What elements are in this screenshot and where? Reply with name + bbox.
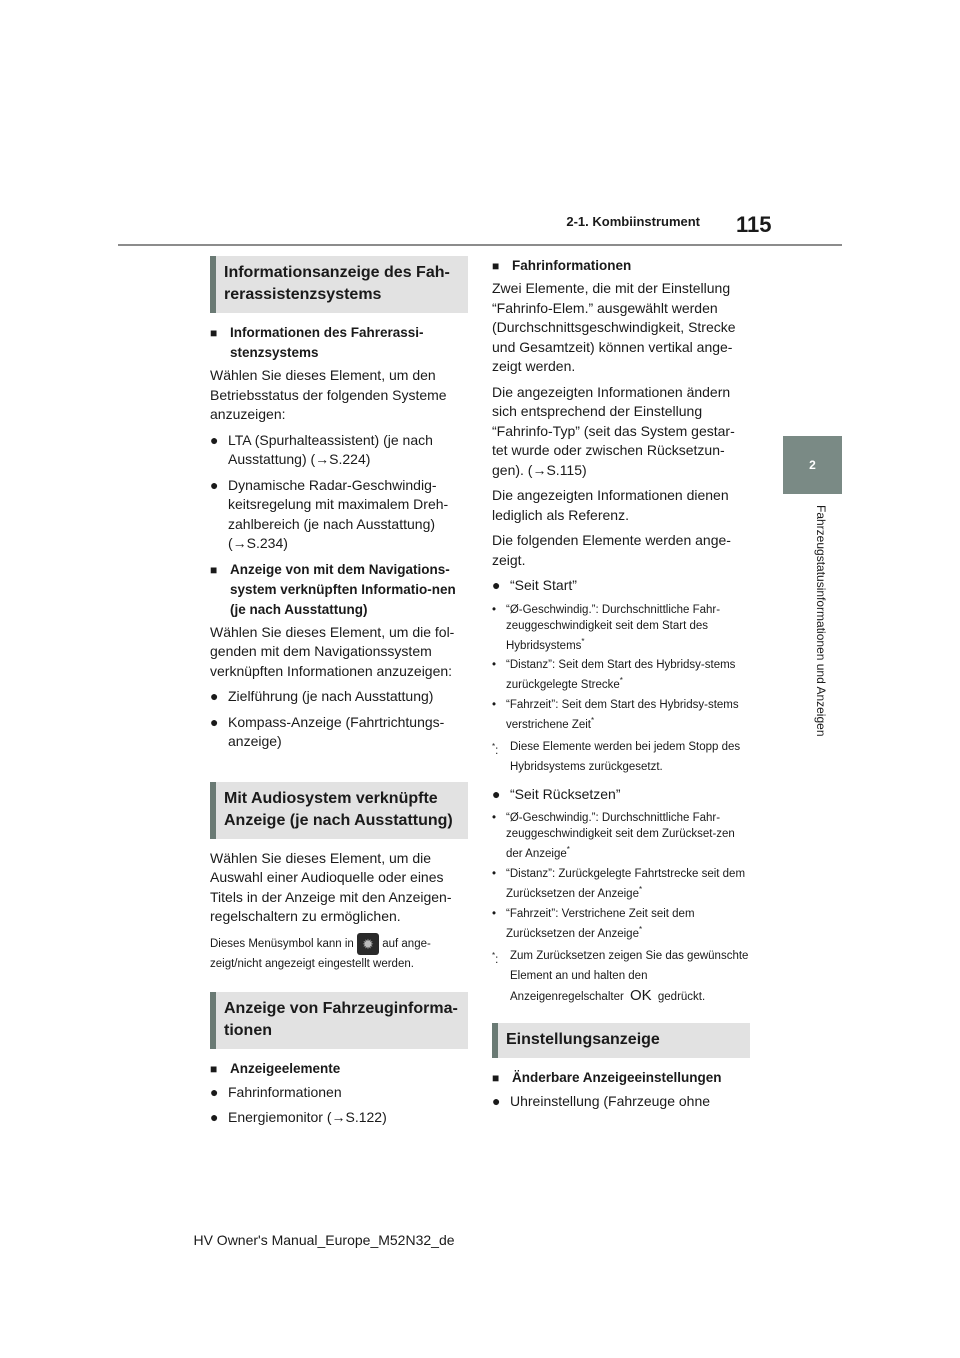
small-bullet-icon: • bbox=[492, 908, 497, 921]
bullet-icon: ● bbox=[210, 1109, 219, 1125]
subheading: ■ Anzeigeelemente bbox=[210, 1059, 468, 1079]
sub-list-item: • “Ø-Geschwindig.”: Durchschnittliche Fahr-zeuggeschwindigkeit seit dem Zurückset-zen der Anzeige* bbox=[492, 812, 735, 861]
ok-button-symbol: OK bbox=[630, 986, 652, 1004]
list-item: ● Energiemonitor (→S.122) bbox=[210, 1108, 468, 1128]
list-item: ● Uhreinstellung (Fahrzeuge ohne bbox=[492, 1092, 750, 1112]
paragraph: Die angezeigten Informationen dienen lediglich als Referenz. bbox=[492, 487, 729, 523]
list-item: ● LTA (Spurhalteassistent) (je nach Ausstattung) (→S.224) bbox=[210, 431, 468, 470]
chapter-tab: 2 bbox=[783, 436, 842, 494]
paragraph: Die folgenden Elemente werden ange-zeigt. bbox=[492, 532, 731, 568]
paragraph: Wählen Sie dieses Element, um den Betriebsstatus der folgenden Systeme anzuzeigen: bbox=[210, 367, 447, 422]
section-box-audiosystem: Mit Audiosystem verknüpfte Anzeige (je nach Ausstattung) bbox=[210, 782, 468, 839]
list-item: ● Dynamische Radar-Geschwindig-keitsregelung mit maximalem Dreh-zahlbereich (je nach Ausstattung) (→S.234) bbox=[210, 476, 468, 554]
small-bullet-icon: • bbox=[492, 699, 497, 712]
chapter-title: Fahrzeugstatusinformationen und Anzeigen bbox=[814, 505, 828, 737]
square-bullet-icon: ■ bbox=[210, 1061, 218, 1076]
subheading: ■ Fahrinformationen bbox=[492, 256, 750, 276]
footnote-marker: *: bbox=[492, 950, 499, 966]
bullet-icon: ● bbox=[210, 476, 219, 493]
left-column bbox=[210, 256, 468, 1134]
bullet-icon: ● bbox=[492, 577, 501, 593]
square-bullet-icon: ■ bbox=[210, 326, 218, 340]
list-item: ● Zielführung (je nach Ausstattung) bbox=[210, 687, 468, 707]
bullet-icon: ● bbox=[210, 431, 219, 448]
list-item: ● Kompass-Anzeige (Fahrtrichtungs-anzeige) bbox=[210, 713, 468, 752]
square-bullet-icon: ■ bbox=[492, 259, 500, 273]
sub-list-item: • “Distanz”: Seit dem Start des Hybridsy-stems zurückgelegte Strecke* bbox=[492, 659, 736, 692]
right-column bbox=[492, 256, 750, 1117]
sub-list-item: • “Ø-Geschwindig.”: Durchschnittliche Fahr-zeuggeschwindigkeit seit dem Start des Hybridsystems* bbox=[492, 603, 721, 652]
header-section-title: 2-1. Kombiinstrument bbox=[566, 214, 700, 229]
section-box-einstellungsanzeige: Einstellungsanzeige bbox=[492, 1023, 750, 1058]
small-bullet-icon: • bbox=[492, 868, 497, 881]
gear-icon: ✹ bbox=[357, 933, 379, 955]
small-bullet-icon: • bbox=[492, 812, 497, 825]
footer-manual-id: HV Owner's Manual_Europe_M52N32_de bbox=[193, 1232, 455, 1248]
sub-list-item: • “Distanz”: Zurückgelegte Fahrtstrecke seit dem Zurücksetzen der Anzeige* bbox=[492, 868, 746, 901]
small-bullet-icon: • bbox=[492, 659, 497, 672]
small-bullet-icon: • bbox=[492, 603, 497, 616]
square-bullet-icon: ■ bbox=[492, 1070, 500, 1085]
bullet-icon: ● bbox=[210, 1083, 219, 1100]
section-box-fahrzeuginformationen: Anzeige von Fahrzeuginforma-tionen bbox=[210, 992, 468, 1049]
square-bullet-icon: ■ bbox=[210, 562, 218, 577]
subheading: ■ Anzeige von mit dem Navigations-system verknüpften Informatio-nen (je nach Ausstattung) bbox=[210, 560, 468, 620]
paragraph: Zwei Elemente, die mit der Einstellung “Fahrinfo-Elem.” ausgewählt werden (Durchschnittsgeschwindigkeit, Strecke und Gesamtzeit) können vertikal ange-zeigt werden. bbox=[492, 280, 736, 374]
bullet-icon: ● bbox=[210, 688, 219, 704]
section-box-fahrerassistenz: Informationsanzeige des Fah-rerassistenzsystems bbox=[210, 256, 468, 313]
bullet-icon: ● bbox=[492, 1092, 501, 1109]
paragraph: Die angezeigten Informationen ändern sich entsprechend der Einstellung “Fahrinfo-Typ” (seit das System gestar-tet wurde oder zwischen Rücksetzun-gen). (→S.115) bbox=[492, 383, 735, 478]
page-number: 115 bbox=[736, 212, 772, 237]
paragraph: Wählen Sie dieses Element, um die Auswahl einer Audioquelle oder eines Titels in der Anzeige mit den Anzeigen-regelschaltern zu ermöglichen. bbox=[210, 849, 452, 924]
subheading: ■ Informationen des Fahrerassi-stenzsystems bbox=[210, 323, 468, 363]
footnote: *: Zum Zurücksetzen zeigen Sie das gewünschte Element an und halten den Anzeigenregelschalter OK gedrückt. bbox=[492, 946, 750, 1007]
list-item: ● “Seit Rücksetzen” bbox=[492, 785, 750, 805]
paragraph: Wählen Sie dieses Element, um die fol-genden mit dem Navigationssystem verknüpften Informationen anzuzeigen: bbox=[210, 623, 455, 679]
header-rule bbox=[118, 244, 842, 246]
footnote: *: Diese Elemente werden bei jedem Stopp des Hybridsystems zurückgesetzt. bbox=[492, 737, 750, 777]
bullet-icon: ● bbox=[210, 713, 219, 730]
bullet-icon: ● bbox=[492, 785, 501, 802]
list-item: ● “Seit Start” bbox=[492, 576, 750, 596]
footnote-marker: *: bbox=[492, 741, 499, 757]
subheading: ■ Änderbare Anzeigeeinstellungen bbox=[492, 1068, 750, 1088]
sub-list-item: • “Fahrzeit”: Seit dem Start des Hybridsy-stems verstrichene Zeit* bbox=[492, 699, 739, 731]
sub-list-item: • “Fahrzeit”: Verstrichene Zeit seit dem Zurücksetzen der Anzeige* bbox=[492, 908, 695, 940]
list-item: ● Fahrinformationen bbox=[210, 1083, 468, 1103]
menu-note: Dieses Menüsymbol kann in ✹ auf ange-zeigt/nicht angezeigt eingestellt werden. bbox=[210, 933, 468, 974]
